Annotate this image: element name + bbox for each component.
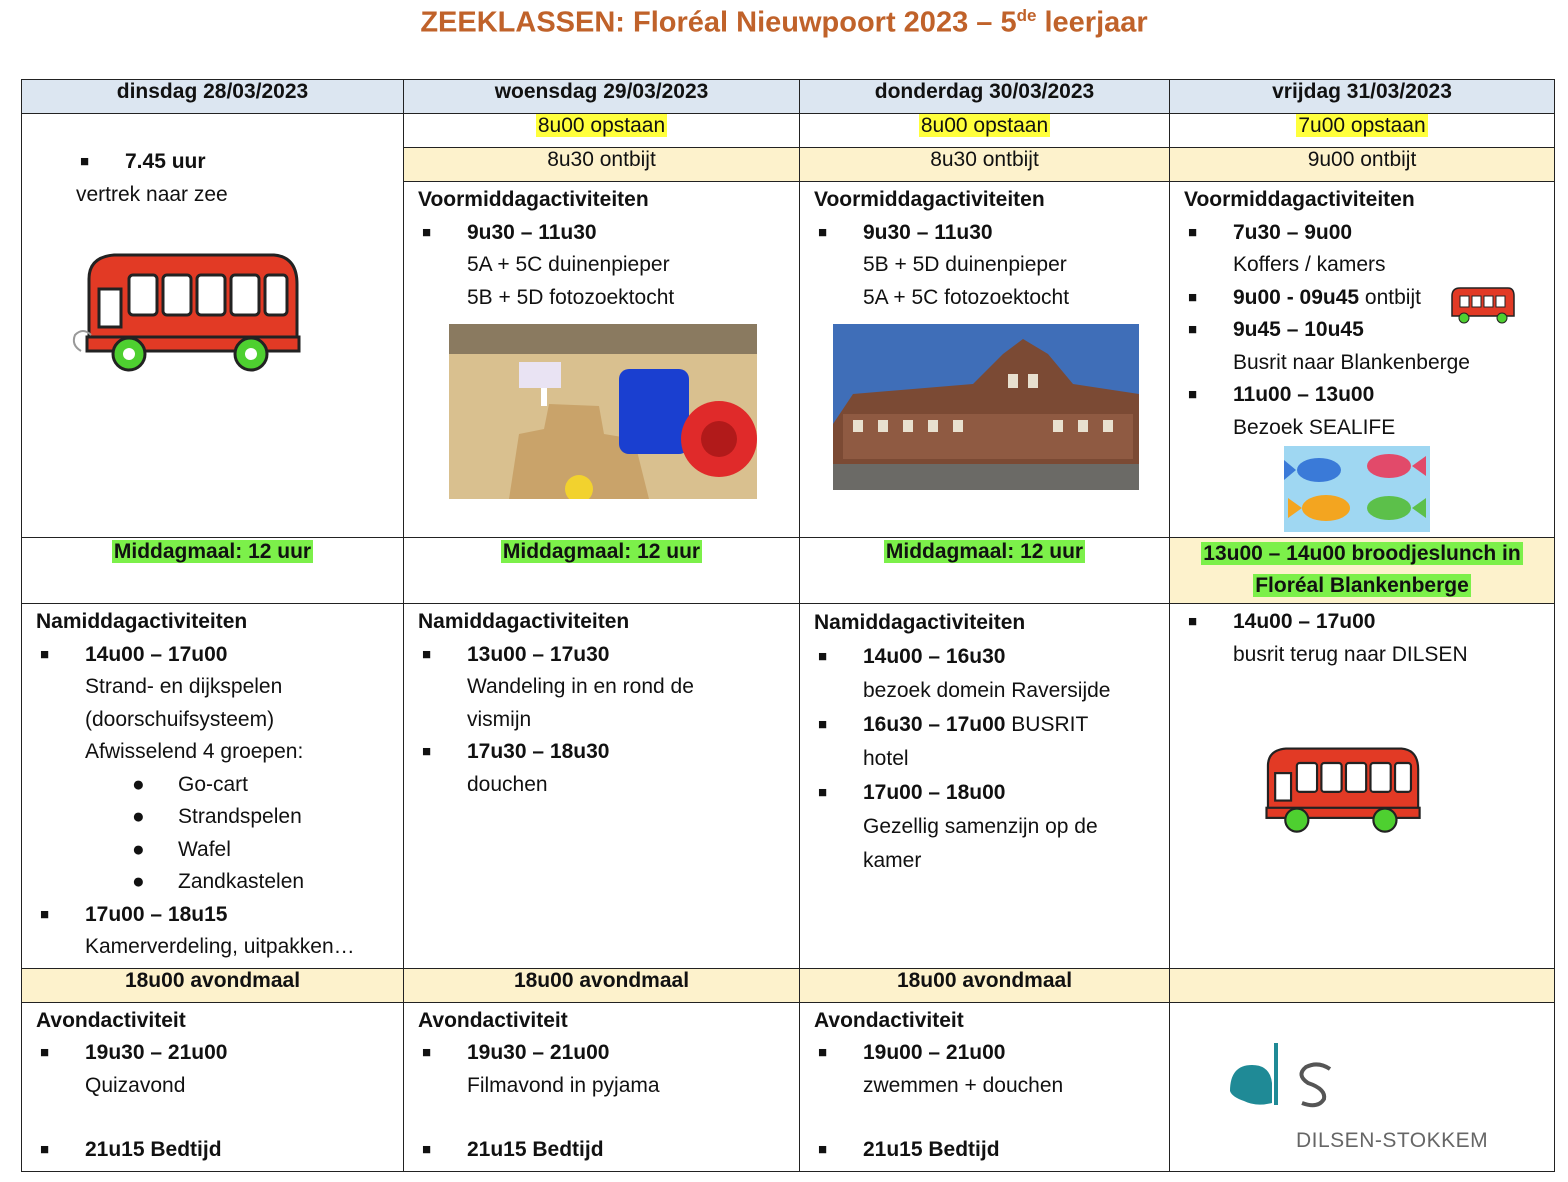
wednesday-morning-cell: Voormiddagactiviteiten ■ 9u30 – 11u30 5A + 5C duinenpieper 5B + 5D fotozoektocht bbox=[404, 182, 800, 538]
breakfast-cell: 9u00 ontbijt bbox=[1170, 148, 1555, 182]
day-header: dinsdag 28/03/2023 bbox=[22, 80, 404, 114]
schedule-table bbox=[21, 79, 1555, 1172]
lunch-cell: Middagmaal: 12 uur bbox=[800, 538, 1170, 604]
tuesday-departure: vertrek naar zee bbox=[76, 182, 228, 206]
list-item: ● Wafel bbox=[132, 837, 231, 861]
dilsen-stokkem-logo: DILSEN-STOKKEM bbox=[1226, 1043, 1506, 1153]
day-header: woensdag 29/03/2023 bbox=[404, 80, 800, 114]
day-header-row bbox=[22, 80, 1555, 114]
wednesday-afternoon-cell: Namiddagactiviteiten ■ 13u00 – 17u30 Wandeling in en rond de vismijn ■ 17u30 – 18u30 douchen bbox=[404, 604, 800, 969]
tuesday-afternoon-cell: Namiddagactiviteiten ■ 14u00 – 17u00 Strand- en dijkspelen (doorschuifsysteem) Afwisselend 4 groepen: ● Go-cart ● Strandspelen ● Wafel ● Zandkastelen ■ 17u00 – 18u15 Kamerverdeling, uitpakken… bbox=[22, 604, 404, 969]
day-header: vrijdag 31/03/2023 bbox=[1170, 80, 1555, 114]
bus-icon bbox=[59, 239, 313, 383]
logo-cell bbox=[1170, 1002, 1555, 1171]
day-header: donderdag 30/03/2023 bbox=[800, 80, 1170, 114]
page-title: ZEEKLASSEN: Floréal Nieuwpoort 2023 – 5de leerjaar bbox=[420, 6, 1148, 39]
wake-up-cell: 8u00 opstaan bbox=[800, 114, 1170, 148]
lunch-cell: Middagmaal: 12 uur bbox=[404, 538, 800, 604]
tuesday-evening-cell: Avondactiviteit ■ 19u30 – 21u00 Quizavond ■ 21u15 Bedtijd bbox=[22, 1002, 404, 1171]
list-item: ● Go-cart bbox=[132, 772, 249, 796]
list-item: ● Strandspelen bbox=[132, 805, 302, 828]
dinner-cell-empty bbox=[1170, 968, 1555, 1002]
fish-icon bbox=[1284, 446, 1430, 532]
wednesday-evening-cell: Avondactiviteit ■ 19u30 – 21u00 Filmavond in pyjama ■ 21u15 Bedtijd bbox=[404, 1002, 800, 1171]
wake-up-cell: 7u00 opstaan bbox=[1170, 114, 1555, 148]
sandcastle-photo bbox=[449, 324, 757, 499]
lunch-cell: Middagmaal: 12 uur bbox=[22, 538, 404, 604]
thursday-morning-cell: Voormiddagactiviteiten ■ 9u30 – 11u30 5B + 5D duinenpieper 5A + 5C fotozoektocht bbox=[800, 182, 1170, 538]
bus-icon bbox=[1246, 737, 1430, 841]
hotel-photo bbox=[833, 324, 1139, 490]
bus-icon bbox=[1446, 284, 1518, 326]
friday-morning-cell: Voormiddagactiviteiten ■ 7u30 – 9u00 Koffers / kamers ■ 9u00 - 09u45 ontbijt ■ 9u45 – 10u45 Busrit naar Blankenberge ■ 11u00 – 13u00 Bezoek SEALIFE bbox=[1170, 182, 1555, 538]
breakfast-cell: 8u30 ontbijt bbox=[800, 148, 1170, 182]
dinner-cell: 18u00 avondmaal bbox=[22, 968, 404, 1002]
breakfast-cell: 8u30 ontbijt bbox=[404, 148, 800, 182]
list-item: ● Zandkastelen bbox=[132, 870, 305, 893]
friday-lunch-cell: 13u00 – 14u00 broodjeslunch in Floréal Blankenberge bbox=[1170, 538, 1555, 604]
dinner-cell: 18u00 avondmaal bbox=[404, 968, 800, 1002]
dinner-cell: 18u00 avondmaal bbox=[800, 968, 1170, 1002]
thursday-afternoon-cell: Namiddagactiviteiten ■ 14u00 – 16u30 bezoek domein Raversijde ■ 16u30 – 17u00 BUSRIT hotel ■ 17u00 – 18u00 Gezellig samenzijn op de kamer bbox=[800, 604, 1170, 969]
wake-up-cell: 8u00 opstaan bbox=[404, 114, 800, 148]
logo-mark-icon bbox=[1226, 1043, 1346, 1123]
friday-afternoon-cell: ■ 14u00 – 17u00 busrit terug naar DILSEN bbox=[1170, 604, 1555, 969]
thursday-evening-cell: Avondactiviteit ■ 19u00 – 21u00 zwemmen + douchen ■ 21u15 Bedtijd bbox=[800, 1002, 1170, 1171]
tuesday-morning-cell: ■ 7.45 uur vertrek naar zee bbox=[22, 114, 404, 538]
